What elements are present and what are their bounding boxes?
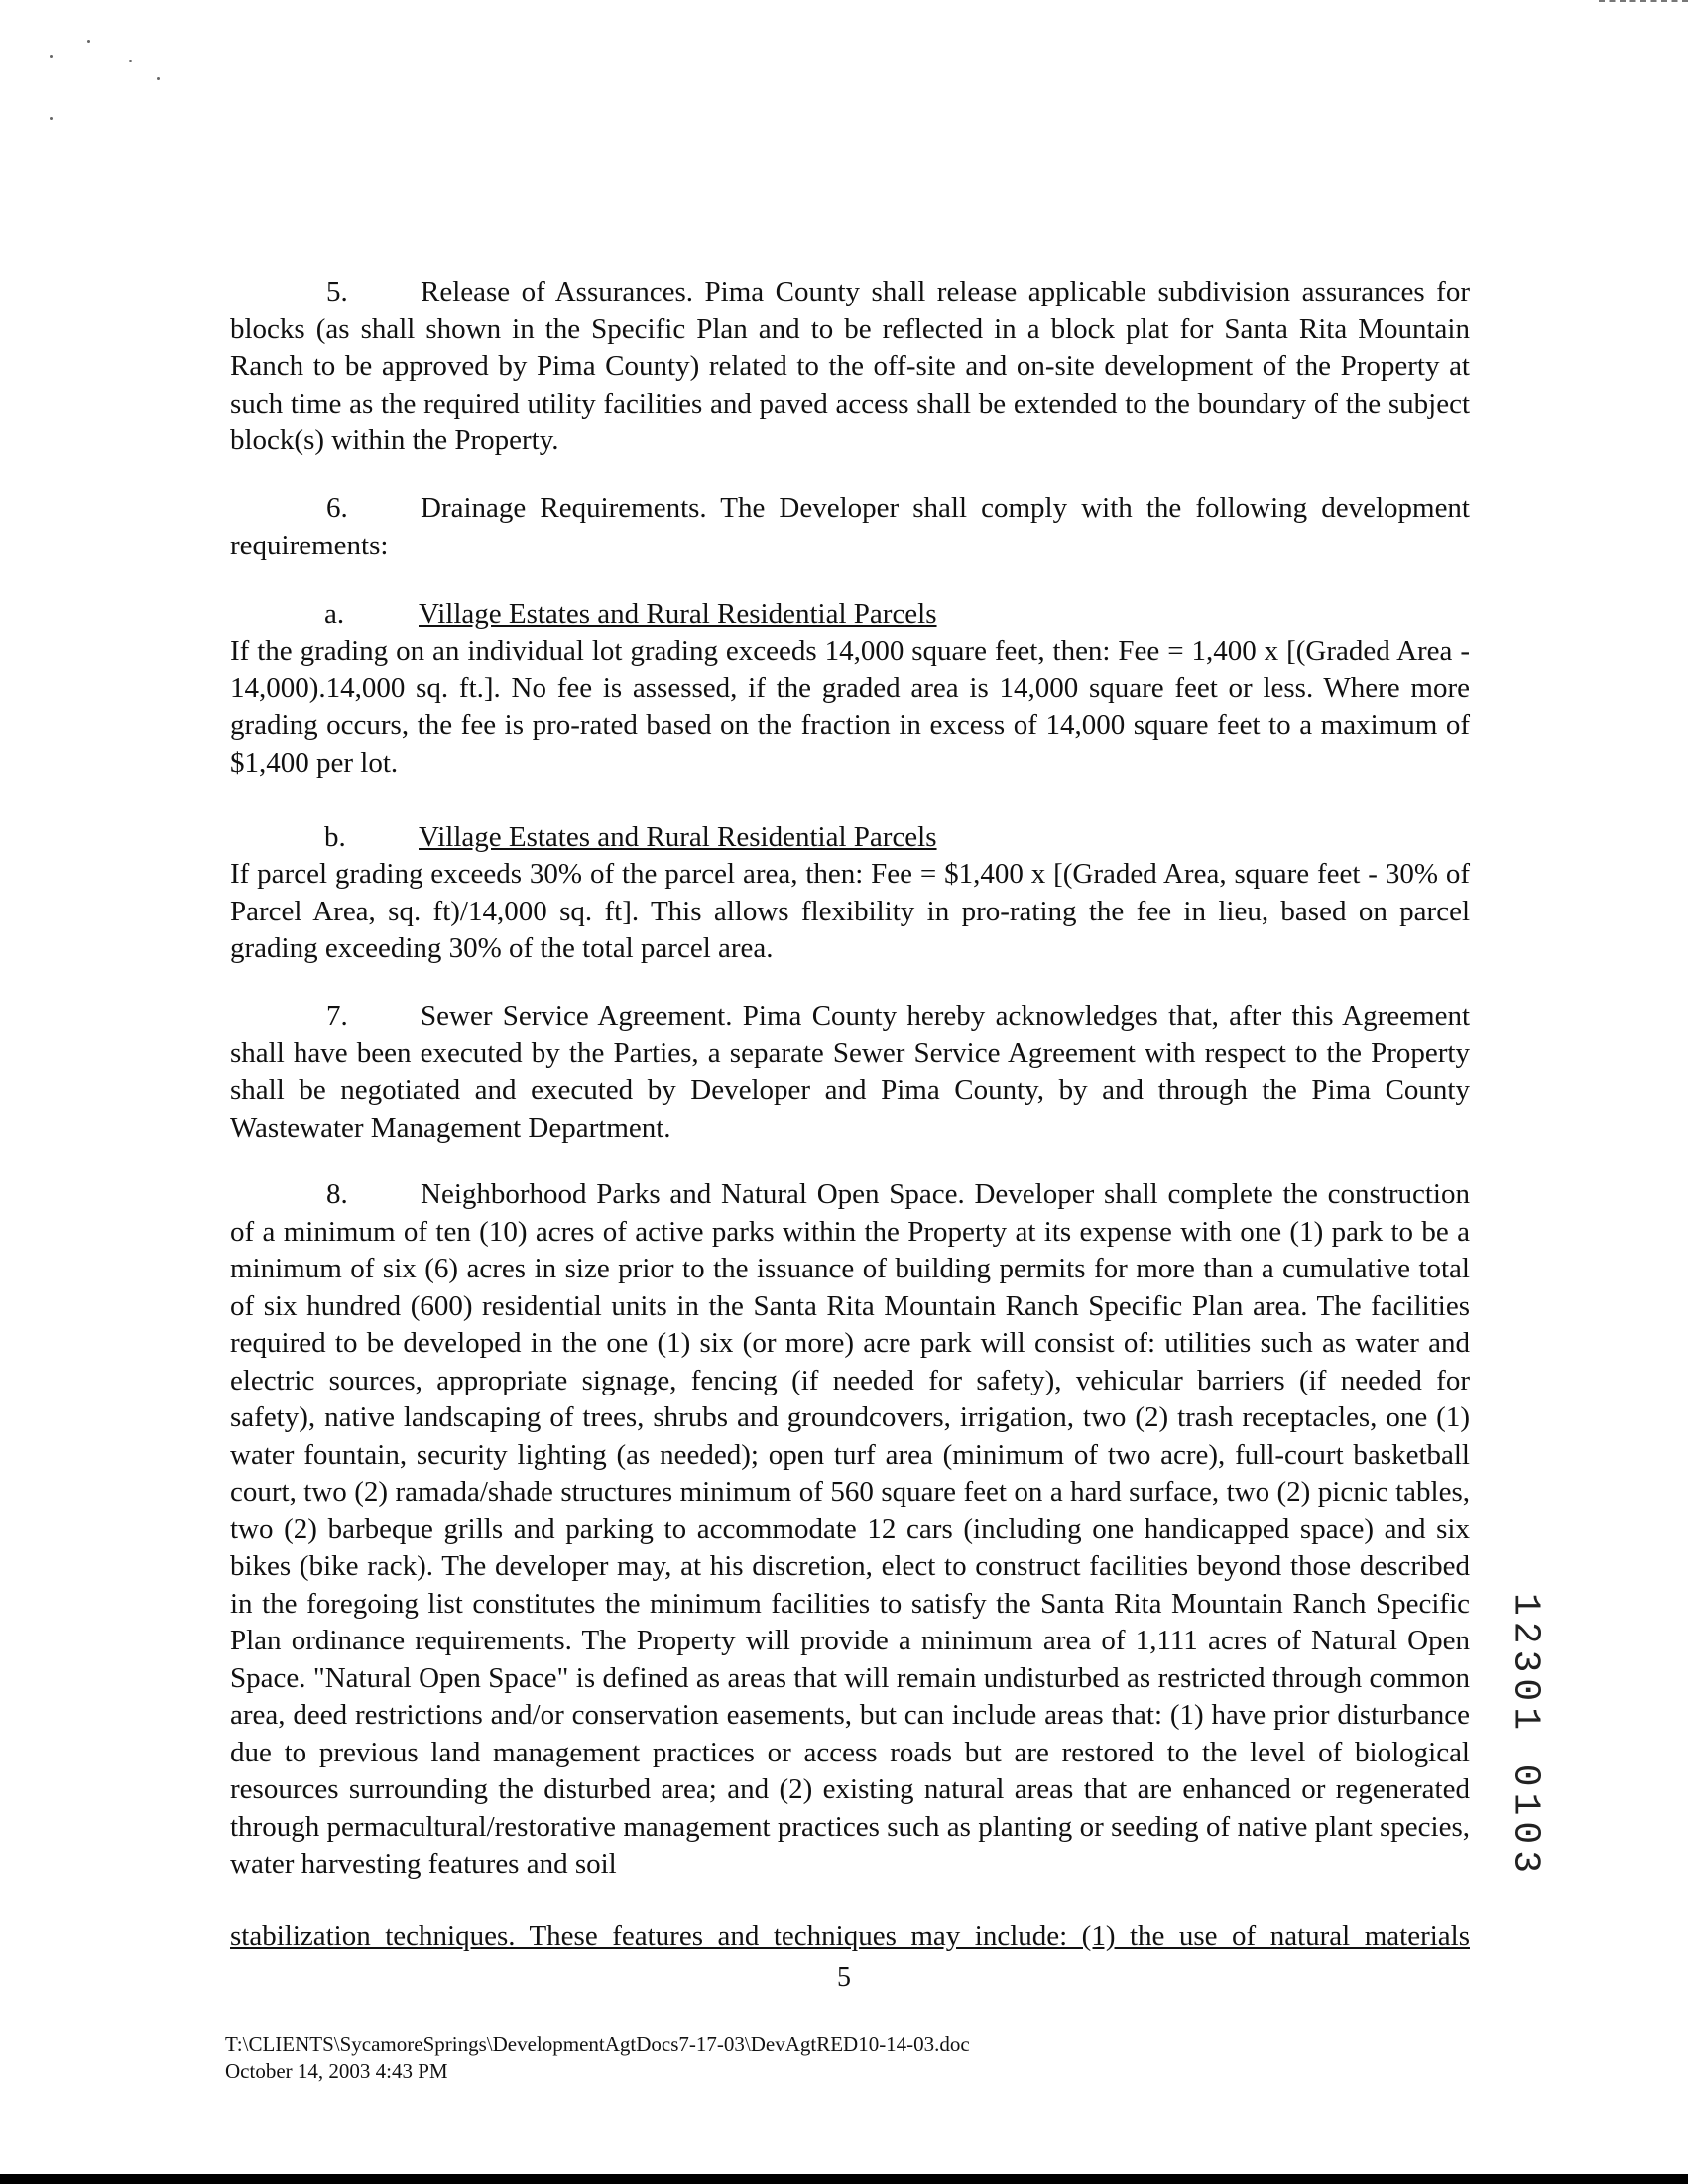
section-6-text: Drainage Requirements. The Developer shall comply with the following development requirements: <box>230 492 1470 561</box>
scan-speck <box>129 60 132 62</box>
section-8-text: Neighborhood Parks and Natural Open Space. Developer shall complete the construction of a minimum of ten (10) acres of active parks within the Property at its expense with one (1) park to be a minimum of six (6) acres in size prior to the issuance of building permits for more than a cumulative total of six hundred (600) residential units in the Santa Rita Mountain Ranch Specific Plan area. The facilities required to be developed in the one (1) six (or more) acre park will consist of: utilities such as water and electric sources, appropriate signage, fencing (if needed for safety), vehicular barriers (if needed for safety), native landscaping of trees, shrubs and groundcovers, irrigation, two (2) trash receptacles, one (1) water fountain, security lighting (as needed); open turf area (minimum of two acre), full-court basketball court, two (2) ramada/shade structures minimum of 560 square feet on a hard surface, two (2) picnic tables, two (2) barbeque grills and parking to accommodate 12 cars (including one handicapped space) and six bikes (bike rack). The developer may, at his discretion, elect to construct facilities beyond those described in the foregoing list constitutes the minimum facilities to satisfy the Santa Rita Mountain Ranch Specific Plan ordinance requirements. The Property will provide a minimum area of 1,111 acres of Natural Open Space. "Natural Open Space" is defined as areas that will remain undisturbed as restricted through common area, deed restrictions and/or conservation easements, but can include areas that: (1) have prior disturbance due to previous land management practices or access roads but are restored to the level of biological resources surrounding the disturbed area; and (2) existing natural areas that are enhanced or regenerated through permacultural/restorative management practices such as planting or seeding of native plant species, water harvesting features and soil <box>230 1178 1470 1880</box>
section-7-number: 7. <box>326 1000 348 1031</box>
docket-stamp <box>1496 1587 1555 1884</box>
subsection-a-text: If the grading on an individual lot grading exceeds 14,000 square feet, then: Fee = 1,400 x [(Graded Area - 14,000).14,000 sq. ft.]. No fee is assessed, if the graded area is 14,000 square feet or less. Where more grading occurs, the fee is pro-rated based on the fraction in excess of 14,000 square feet to a maximum of $1,400 per lot. <box>230 635 1470 779</box>
subsection-a-label: a. <box>324 598 345 630</box>
footer <box>225 2031 970 2085</box>
section-8-paragraph <box>230 1176 1470 1883</box>
section-5-paragraph <box>230 274 1470 460</box>
scan-speck <box>50 55 53 58</box>
section-7-text: Sewer Service Agreement. Pima County hereby acknowledges that, after this Agreement shall have been executed by the Parties, a separate Sewer Service Agreement with respect to the Property shall be negotiated and executed by Developer and Pima County, by and through the Pima County Wastewater Management Department. <box>230 1000 1470 1144</box>
scan-artifact-top <box>1599 0 1688 4</box>
section-5-text: Release of Assurances. Pima County shall release applicable subdivision assurances for blocks (as shall shown in the Specific Plan and to be reflected in a block plat for Santa Rita Mountain Ranch to be approved by Pima County) related to the off-site and on-site development of the Property at such time as the required utility facilities and paved access shall be extended to the boundary of the subject block(s) within the Property. <box>230 276 1470 456</box>
subsection-b-text: If parcel grading exceeds 30% of the parcel area, then: Fee = $1,400 x [(Graded Area, square feet - 30% of Parcel Area, sq. ft)/14,000 sq. ft]. This allows flexibility in pro-rating the fee in lieu, based on parcel grading exceeding 30% of the total parcel area. <box>230 858 1470 964</box>
subsection-a-title: Village Estates and Rural Residential Parcels <box>419 598 937 630</box>
section-6-number: 6. <box>326 492 348 524</box>
subsection-b-label: b. <box>324 821 346 853</box>
subsection-a-heading <box>230 596 1470 634</box>
footer-date: October 14, 2003 4:43 PM <box>225 2059 448 2083</box>
section-8-underlined-line: stabilization techniques. These features and techniques may include: (1) the use of natural materials <box>230 1920 1470 1952</box>
docket-stamp-text: 12301 0103 <box>1504 1592 1547 1880</box>
scan-speck <box>87 40 90 43</box>
scan-speck <box>50 117 53 120</box>
footer-file-path: T:\CLIENTS\SycamoreSprings\DevelopmentAgtDocs7-17-03\DevAgtRED10-14-03.doc <box>225 2032 970 2056</box>
subsection-b-title: Village Estates and Rural Residential Parcels <box>419 821 937 853</box>
section-8-number: 8. <box>326 1178 348 1210</box>
page-number: 5 <box>837 1962 851 1993</box>
section-6-paragraph <box>230 490 1470 564</box>
scan-speck <box>157 77 160 80</box>
scan-edge-bottom <box>0 2174 1688 2184</box>
section-7-paragraph <box>230 998 1470 1147</box>
subsection-b-heading <box>230 819 1470 857</box>
section-5-number: 5. <box>326 276 348 307</box>
